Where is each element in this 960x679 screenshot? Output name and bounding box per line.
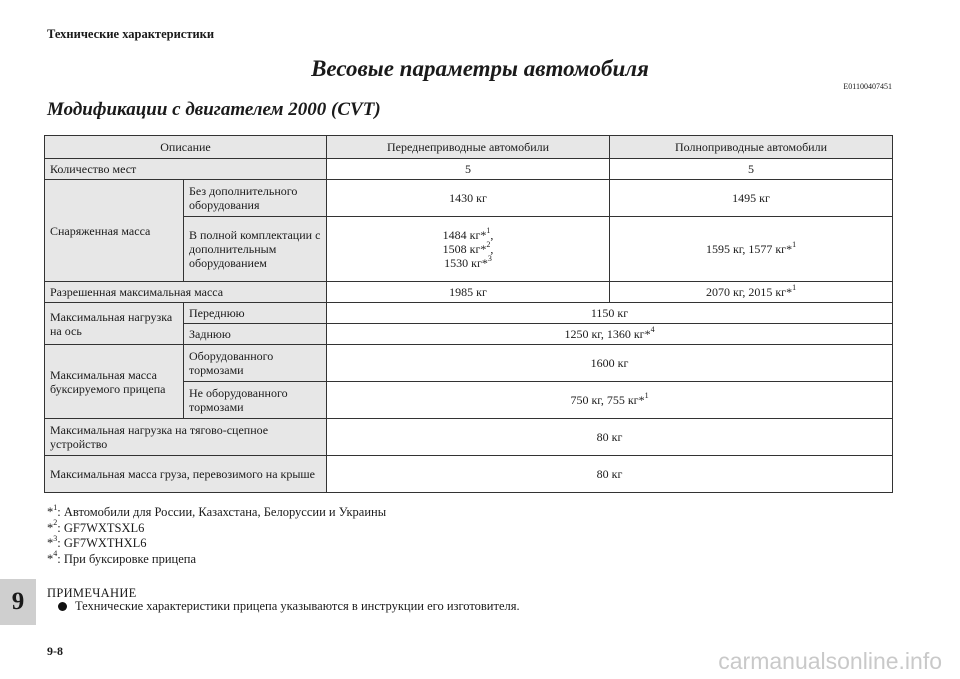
seats-fwd: 5 (327, 159, 610, 180)
table-row-seats (45, 159, 893, 180)
note-text: Технические характеристики прицепа указываются в инструкции его изготовителя. (75, 599, 520, 613)
table-row-trailer-braked (45, 345, 893, 382)
footnote-ref: 1 (486, 226, 491, 235)
footnote-number: 2 (53, 518, 58, 528)
curb-full-fwd-value-2: 1508 кг* (442, 242, 487, 256)
running-header: Технические характеристики (47, 27, 215, 41)
curb-full-fwd-value-3: 1530 кг* (444, 256, 488, 270)
footnote-mark: * (47, 520, 54, 535)
section-subtitle: Модификации с двигателем 2000 (CVT) (47, 99, 381, 120)
axle-rear-value (327, 324, 893, 345)
footnote-ref: 3 (487, 254, 492, 263)
footnote-mark: * (47, 505, 54, 519)
section-tab: 9 (0, 579, 36, 625)
header-awd: Полноприводные автомобили (610, 136, 893, 159)
axle-front-label: Переднюю (184, 303, 327, 324)
table-row-roof (45, 456, 893, 493)
roof-value: 80 кг (327, 456, 893, 493)
header-description: Описание (45, 136, 327, 159)
footnote-3 (47, 533, 386, 552)
towbar-label: Максимальная нагрузка на тягово-сцепное устройство (45, 419, 327, 456)
gross-fwd: 1985 кг (327, 282, 610, 303)
trailer-braked-value: 1600 кг (327, 345, 893, 382)
curb-full-label: В полной комплектации с дополнительным оборудованием (184, 217, 327, 282)
footnote-ref: 1 (792, 240, 797, 249)
axle-rear-value-text: 1250 кг, 1360 кг* (564, 327, 651, 341)
curb-full-fwd-value-1: 1484 кг* (442, 228, 487, 242)
axle-rear-label: Заднюю (184, 324, 327, 345)
footnote-text: : GF7WXTHXL6 (57, 536, 147, 550)
table-row-axle-front (45, 303, 893, 324)
table-header-row (45, 136, 893, 159)
page-number: 9-8 (47, 644, 63, 658)
axle-label: Максимальная нагрузка на ось (45, 303, 184, 345)
footnote-mark: * (47, 551, 54, 566)
curb-basic-fwd: 1430 кг (327, 180, 610, 217)
footnote-2 (47, 518, 386, 537)
curb-full-awd-value: 1595 кг, 1577 кг* (705, 242, 793, 256)
curb-basic-awd: 1495 кг (610, 180, 893, 217)
gross-awd (610, 282, 893, 303)
roof-label: Максимальная масса груза, перевозимого на крыше (45, 456, 327, 493)
table-row-gross (45, 282, 893, 303)
towbar-value: 80 кг (327, 419, 893, 456)
footnotes (47, 502, 387, 567)
table-row-curb-basic (45, 180, 893, 217)
curb-full-fwd: 1484 кг*$^1$, 1508 кг*$^2$, 1530 кг*$^3$ (327, 217, 610, 282)
trailer-unbraked-value-text: 750 кг, 755 кг* (570, 393, 645, 407)
trailer-braked-label: Оборудованного тормозами (184, 345, 327, 382)
watermark: carmanualsonline.info (718, 648, 942, 674)
trailer-unbraked-value (327, 382, 893, 419)
gross-awd-value: 2070 кг, 2015 кг* (705, 285, 793, 299)
footnote-ref: 1 (792, 283, 797, 292)
bullet-icon (58, 602, 67, 611)
footnote-number: 4 (53, 549, 58, 559)
footnote-number: 3 (53, 533, 58, 543)
axle-front-value: 1150 кг (327, 303, 893, 324)
note-item (58, 599, 520, 614)
curb-full-awd (610, 217, 893, 282)
curb-label: Снаряженная масса (45, 180, 184, 282)
document-code: E01100407451 (843, 82, 892, 91)
footnote-text: : При буксировке прицепа (57, 551, 197, 566)
footnote-ref: 1 (644, 391, 649, 400)
gross-label: Разрешенная максимальная масса (45, 282, 327, 303)
seats-awd: 5 (610, 159, 893, 180)
trailer-label: Максимальная масса буксируемого прицепа (45, 345, 184, 419)
footnote-ref: 2 (486, 240, 491, 249)
page-title: Весовые параметры автомобиля (311, 56, 649, 81)
footnote-number: 1 (53, 502, 58, 512)
footnote-mark: * (47, 536, 54, 550)
curb-basic-label: Без дополнительного оборудования (184, 180, 327, 217)
seats-label: Количество мест (45, 159, 327, 180)
footnote-text: : Автомобили для России, Казахстана, Белоруссии и Украины (57, 505, 387, 519)
footnote-1 (47, 502, 387, 521)
table-row-towbar (45, 419, 893, 456)
note-heading: ПРИМЕЧАНИЕ (47, 586, 137, 600)
header-fwd: Переднеприводные автомобили (327, 136, 610, 159)
trailer-unbraked-label: Не оборудованного тормозами (184, 382, 327, 419)
footnote-text: : GF7WXTSXL6 (57, 520, 145, 535)
footnote-4 (47, 549, 386, 568)
footnote-ref: 4 (650, 325, 655, 334)
weight-spec-table (44, 135, 893, 493)
